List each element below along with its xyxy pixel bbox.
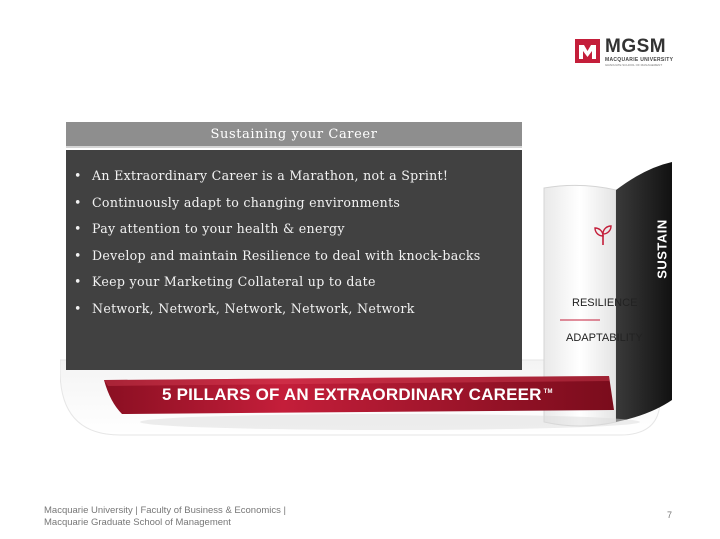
footer-line-1: Macquarie University | Faculty of Business & Economics | bbox=[44, 505, 286, 516]
page-number: 7 bbox=[667, 510, 673, 520]
pillar-item-resilience: RESILIENCE bbox=[572, 297, 638, 309]
card-body bbox=[66, 150, 522, 370]
logo-university: MACQUARIE UNIVERSITY bbox=[605, 57, 674, 63]
bullet-item: • An Extraordinary Career is a Marathon, not a Sprint! bbox=[74, 167, 484, 184]
content-card bbox=[66, 122, 522, 370]
footer bbox=[44, 505, 286, 529]
mgsm-logo bbox=[575, 36, 674, 68]
mgsm-shield-icon bbox=[575, 39, 600, 63]
trademark-mark: TM bbox=[543, 389, 553, 396]
footer-line-2: Macquarie Graduate School of Management bbox=[44, 517, 231, 528]
pillar-vertical-label: SUSTAIN bbox=[654, 219, 670, 279]
slide-title: Sustaining your Career bbox=[210, 126, 378, 142]
bullet-item: • Keep your Marketing Collateral up to date bbox=[74, 273, 484, 290]
bullet-item: • Develop and maintain Resilience to deal with knock-backs bbox=[74, 247, 484, 264]
logo-school: GRADUATE SCHOOL OF MANAGEMENT bbox=[605, 63, 663, 67]
bullet-item: • Continuously adapt to changing environments bbox=[74, 194, 484, 211]
bullet-item: • Network, Network, Network, Network, Network bbox=[74, 300, 484, 317]
sprout-icon bbox=[592, 224, 614, 246]
bullet-list bbox=[74, 167, 484, 326]
banner-title: 5 PILLARS OF AN EXTRAORDINARY CAREER ™ bbox=[162, 385, 553, 404]
card-header bbox=[66, 122, 522, 148]
pillar-item-adaptability: ADAPTABILITY bbox=[566, 332, 643, 344]
bullet-item: • Pay attention to your health & energy bbox=[74, 220, 484, 237]
logo-name: MGSM bbox=[605, 36, 667, 57]
